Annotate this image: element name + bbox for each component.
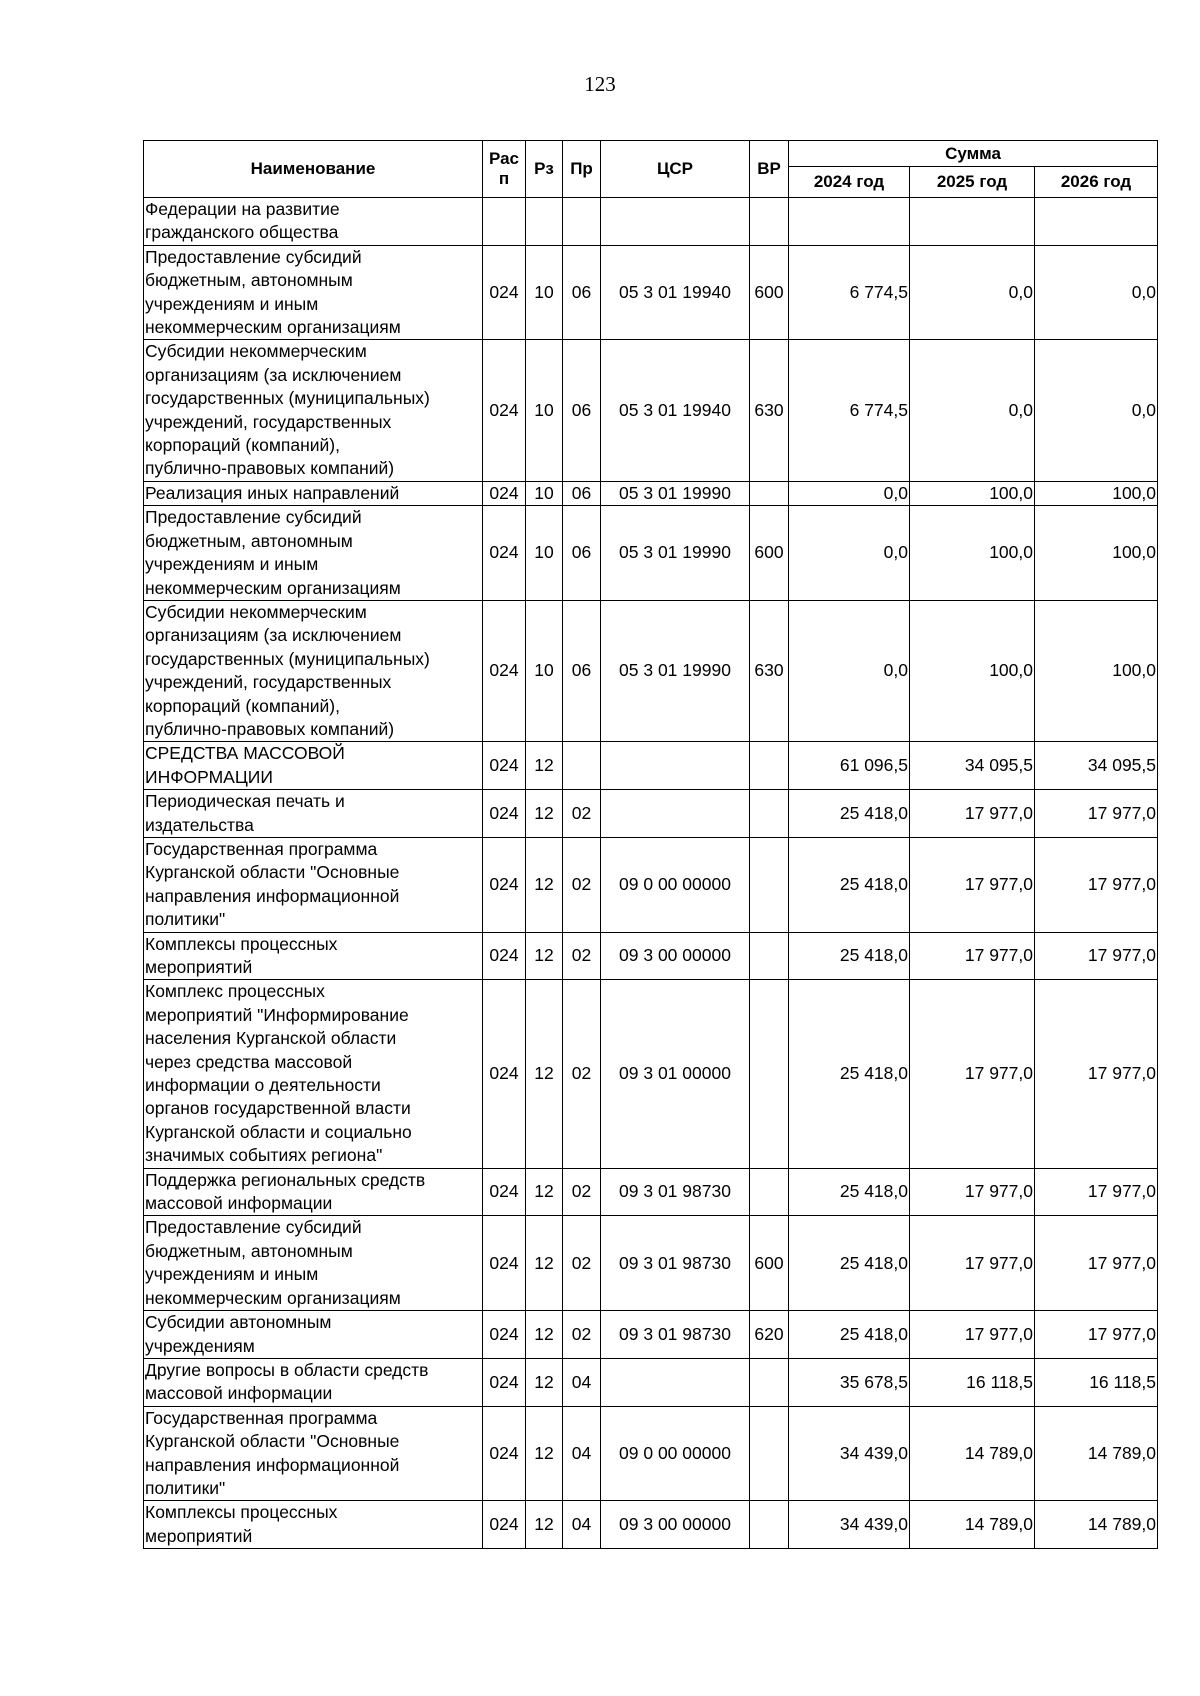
row-sum-2024: 25 418,0 [789,980,910,1168]
table-row [144,980,1158,1168]
row-name-line: Комплексы процессных [145,933,338,954]
row-name [144,1311,483,1359]
row-rz: 12 [526,1406,563,1501]
row-name-line: организациям (за исключением [145,625,402,646]
row-rz: 12 [526,837,563,932]
row-name-line: ИНФОРМАЦИИ [145,766,273,787]
row-rasp [483,198,526,246]
row-rasp: 024 [483,1311,526,1359]
row-sum-2024: 0,0 [789,506,910,601]
row-rz: 12 [526,980,563,1168]
table-row [144,1406,1158,1501]
row-rz: 12 [526,1311,563,1359]
table-row [144,1358,1158,1406]
row-sum-2024: 25 418,0 [789,837,910,932]
row-csr: 09 3 01 00000 [601,980,750,1168]
table-row [144,600,1158,741]
table-row [144,1168,1158,1216]
row-pr: 02 [563,1311,601,1359]
row-name-line: мероприятий [145,1525,253,1546]
row-rasp: 024 [483,1501,526,1549]
row-vr: 630 [750,340,789,481]
row-csr: 05 3 01 19990 [601,600,750,741]
row-name-line: некоммерческим организациям [145,1287,401,1308]
row-sum-2025: 14 789,0 [910,1406,1035,1501]
row-pr: 02 [563,932,601,980]
row-rz: 10 [526,481,563,505]
row-name-line: мероприятий "Информирование [145,1004,409,1025]
row-name-line: публично-правовых компаний) [145,718,395,739]
row-name-line: Субсидии автономным [145,1312,332,1333]
row-sum-2024: 6 774,5 [789,245,910,340]
row-name-line: политики" [145,909,226,930]
row-sum-2024 [789,198,910,246]
row-sum-2025: 34 095,5 [910,742,1035,790]
row-sum-2026: 14 789,0 [1035,1406,1158,1501]
page-number: 123 [584,72,616,96]
row-name-line: издательства [145,814,254,835]
row-rz: 12 [526,1358,563,1406]
row-name [144,790,483,838]
row-name-line: Другие вопросы в области средств [145,1359,429,1380]
row-name-line: значимых событиях региона" [145,1145,383,1166]
table-row [144,506,1158,601]
row-csr: 05 3 01 19990 [601,506,750,601]
header-name: Наименование [144,141,483,198]
row-sum-2024: 0,0 [789,600,910,741]
row-name-line: Реализация иных направлений [145,482,400,503]
row-pr: 02 [563,1168,601,1216]
row-name [144,506,483,601]
row-name-line: направления информационной [145,1454,400,1475]
row-sum-2024: 25 418,0 [789,1311,910,1359]
row-sum-2026: 14 789,0 [1035,1501,1158,1549]
row-name-line: учреждениям и иным [145,293,319,314]
row-sum-2026: 100,0 [1035,481,1158,505]
row-name [144,837,483,932]
row-csr: 05 3 01 19990 [601,481,750,505]
row-pr: 06 [563,600,601,741]
row-sum-2026: 17 977,0 [1035,932,1158,980]
row-sum-2024: 61 096,5 [789,742,910,790]
row-name-line: органов государственной власти [145,1098,411,1119]
row-name-line: массовой информации [145,1193,333,1214]
row-name [144,1406,483,1501]
row-pr: 06 [563,506,601,601]
row-name [144,198,483,246]
row-name [144,245,483,340]
row-name-line: Комплекс процессных [145,981,325,1002]
row-rasp: 024 [483,980,526,1168]
row-vr: 600 [750,245,789,340]
header-2026: 2026 год [1035,167,1158,198]
row-pr: 02 [563,790,601,838]
row-csr [601,790,750,838]
row-sum-2026: 100,0 [1035,600,1158,741]
row-csr: 09 3 00 00000 [601,932,750,980]
row-name-line: Курганской области "Основные [145,862,400,883]
row-pr [563,198,601,246]
row-sum-2025: 0,0 [910,340,1035,481]
row-sum-2025: 17 977,0 [910,837,1035,932]
row-rz: 12 [526,1216,563,1311]
row-sum-2025: 100,0 [910,481,1035,505]
row-vr [750,1358,789,1406]
row-name [144,340,483,481]
row-sum-2026 [1035,198,1158,246]
header-sum: Сумма [789,141,1158,167]
row-rz: 12 [526,1501,563,1549]
row-pr: 04 [563,1358,601,1406]
row-rz: 10 [526,340,563,481]
row-rasp: 024 [483,1406,526,1501]
row-sum-2025: 17 977,0 [910,1216,1035,1311]
row-sum-2026: 17 977,0 [1035,1168,1158,1216]
row-name [144,1216,483,1311]
row-name-line: Предоставление субсидий [145,507,362,528]
row-vr: 600 [750,1216,789,1311]
table-row [144,837,1158,932]
row-sum-2026: 17 977,0 [1035,790,1158,838]
row-sum-2025: 14 789,0 [910,1501,1035,1549]
header-rasp: Рас п [483,141,526,198]
row-sum-2025: 0,0 [910,245,1035,340]
row-name [144,600,483,741]
row-sum-2025: 17 977,0 [910,1168,1035,1216]
row-sum-2026: 100,0 [1035,506,1158,601]
header-vr: ВР [750,141,789,198]
row-name-line: учреждений, государственных [145,672,392,693]
header-pr: Пр [563,141,601,198]
row-name-line: Поддержка региональных средств [145,1169,426,1190]
row-pr: 02 [563,980,601,1168]
row-name-line: публично-правовых компаний) [145,458,395,479]
row-rasp: 024 [483,1216,526,1311]
row-sum-2024: 35 678,5 [789,1358,910,1406]
row-name-line: корпораций (компаний), [145,695,340,716]
row-csr: 09 0 00 00000 [601,1406,750,1501]
row-name [144,932,483,980]
row-name-line: массовой информации [145,1383,333,1404]
row-pr: 04 [563,1406,601,1501]
row-csr: 09 3 01 98730 [601,1168,750,1216]
row-rz: 12 [526,1168,563,1216]
row-vr [750,198,789,246]
table-row [144,198,1158,246]
row-pr: 06 [563,245,601,340]
row-rasp: 024 [483,742,526,790]
table-row [144,1311,1158,1359]
header-2024: 2024 год [789,167,910,198]
row-name [144,1168,483,1216]
row-vr: 630 [750,600,789,741]
table-row [144,245,1158,340]
row-rasp: 024 [483,600,526,741]
row-name-line: учреждений, государственных [145,411,392,432]
row-name-line: направления информационной [145,885,400,906]
table-row [144,790,1158,838]
row-rz [526,198,563,246]
row-name-line: учреждениям и иным [145,554,319,575]
table-row [144,932,1158,980]
row-name-line: бюджетным, автономным [145,270,353,291]
header-rz: Рз [526,141,563,198]
row-csr: 09 0 00 00000 [601,837,750,932]
row-sum-2024: 34 439,0 [789,1501,910,1549]
row-name-line: некоммерческим организациям [145,577,401,598]
row-vr [750,1406,789,1501]
row-sum-2026: 17 977,0 [1035,980,1158,1168]
row-sum-2025: 100,0 [910,506,1035,601]
row-sum-2024: 34 439,0 [789,1406,910,1501]
row-name-line: Федерации на развитие [145,199,340,219]
row-vr [750,1168,789,1216]
row-name-line: Предоставление субсидий [145,1217,362,1238]
row-csr [601,1358,750,1406]
row-sum-2026: 17 977,0 [1035,837,1158,932]
table-row [144,1216,1158,1311]
row-pr [563,742,601,790]
row-name-line: государственных (муниципальных) [145,388,430,409]
row-csr: 05 3 01 19940 [601,245,750,340]
row-sum-2026: 16 118,5 [1035,1358,1158,1406]
row-vr [750,790,789,838]
row-name-line: учреждениям [145,1335,255,1356]
row-vr: 600 [750,506,789,601]
table-header [144,141,1158,198]
row-name [144,481,483,505]
row-sum-2025: 17 977,0 [910,932,1035,980]
table-body [144,198,1158,1549]
table-row [144,742,1158,790]
row-sum-2025: 16 118,5 [910,1358,1035,1406]
row-rz: 12 [526,742,563,790]
row-pr: 06 [563,481,601,505]
row-sum-2024: 0,0 [789,481,910,505]
row-csr: 09 3 00 00000 [601,1501,750,1549]
row-name-line: некоммерческим организациям [145,317,401,338]
row-name-line: информации о деятельности [145,1075,381,1096]
row-name-line: организациям (за исключением [145,364,402,385]
row-sum-2025: 17 977,0 [910,790,1035,838]
row-pr: 04 [563,1501,601,1549]
row-sum-2024: 25 418,0 [789,1168,910,1216]
row-vr [750,837,789,932]
row-name-line: Комплексы процессных [145,1502,338,1523]
row-name-line: Субсидии некоммерческим [145,341,367,362]
row-vr [750,481,789,505]
row-rasp: 024 [483,506,526,601]
row-pr: 06 [563,340,601,481]
row-name-line: Предоставление субсидий [145,246,362,267]
row-name-line: государственных (муниципальных) [145,648,430,669]
row-sum-2025: 100,0 [910,600,1035,741]
row-name-line: политики" [145,1477,226,1498]
row-name-line: Субсидии некоммерческим [145,601,367,622]
row-name-line: СРЕДСТВА МАССОВОЙ [145,743,345,764]
row-name [144,1501,483,1549]
row-name-line: корпораций (компаний), [145,435,340,456]
row-name-line: мероприятий [145,957,253,977]
row-vr [750,980,789,1168]
row-sum-2024: 25 418,0 [789,790,910,838]
row-name-line: бюджетным, автономным [145,530,353,551]
row-sum-2024: 25 418,0 [789,932,910,980]
row-name-line: Курганской области "Основные [145,1431,400,1452]
row-vr: 620 [750,1311,789,1359]
row-rz: 12 [526,932,563,980]
row-name [144,742,483,790]
row-rasp: 024 [483,790,526,838]
row-sum-2024: 25 418,0 [789,1216,910,1311]
row-name-line: Государственная программа [145,1407,378,1428]
row-pr: 02 [563,837,601,932]
row-csr [601,198,750,246]
row-csr: 09 3 01 98730 [601,1311,750,1359]
budget-table [143,140,1158,1549]
row-name [144,980,483,1168]
row-name-line: гражданского общества [145,222,339,243]
row-name-line: Государственная программа [145,838,378,859]
row-name-line: бюджетным, автономным [145,1240,353,1261]
row-sum-2026: 0,0 [1035,245,1158,340]
row-name [144,1358,483,1406]
row-name-line: Курганской области и социально [145,1121,412,1142]
row-csr [601,742,750,790]
row-sum-2025: 17 977,0 [910,1311,1035,1359]
row-rasp: 024 [483,481,526,505]
row-name-line: учреждениям и иным [145,1264,319,1285]
row-rasp: 024 [483,837,526,932]
row-rasp: 024 [483,1358,526,1406]
row-rz: 10 [526,506,563,601]
row-rz: 12 [526,790,563,838]
row-vr [750,932,789,980]
row-vr [750,742,789,790]
row-rasp: 024 [483,340,526,481]
table-row [144,340,1158,481]
header-csr: ЦСР [601,141,750,198]
row-sum-2026: 0,0 [1035,340,1158,481]
row-rz: 10 [526,245,563,340]
row-sum-2025 [910,198,1035,246]
row-sum-2024: 6 774,5 [789,340,910,481]
table-row [144,481,1158,505]
row-csr: 09 3 01 98730 [601,1216,750,1311]
row-name-line: населения Курганской области [145,1028,397,1049]
row-pr: 02 [563,1216,601,1311]
table-row [144,1501,1158,1549]
row-sum-2025: 17 977,0 [910,980,1035,1168]
row-csr: 05 3 01 19940 [601,340,750,481]
row-name-line: через средства массовой [145,1051,353,1072]
row-vr [750,1501,789,1549]
row-rasp: 024 [483,1168,526,1216]
row-rasp: 024 [483,245,526,340]
row-rasp: 024 [483,932,526,980]
row-sum-2026: 17 977,0 [1035,1311,1158,1359]
row-sum-2026: 17 977,0 [1035,1216,1158,1311]
row-name-line: Периодическая печать и [145,791,345,812]
row-rz: 10 [526,600,563,741]
row-sum-2026: 34 095,5 [1035,742,1158,790]
header-2025: 2025 год [910,167,1035,198]
